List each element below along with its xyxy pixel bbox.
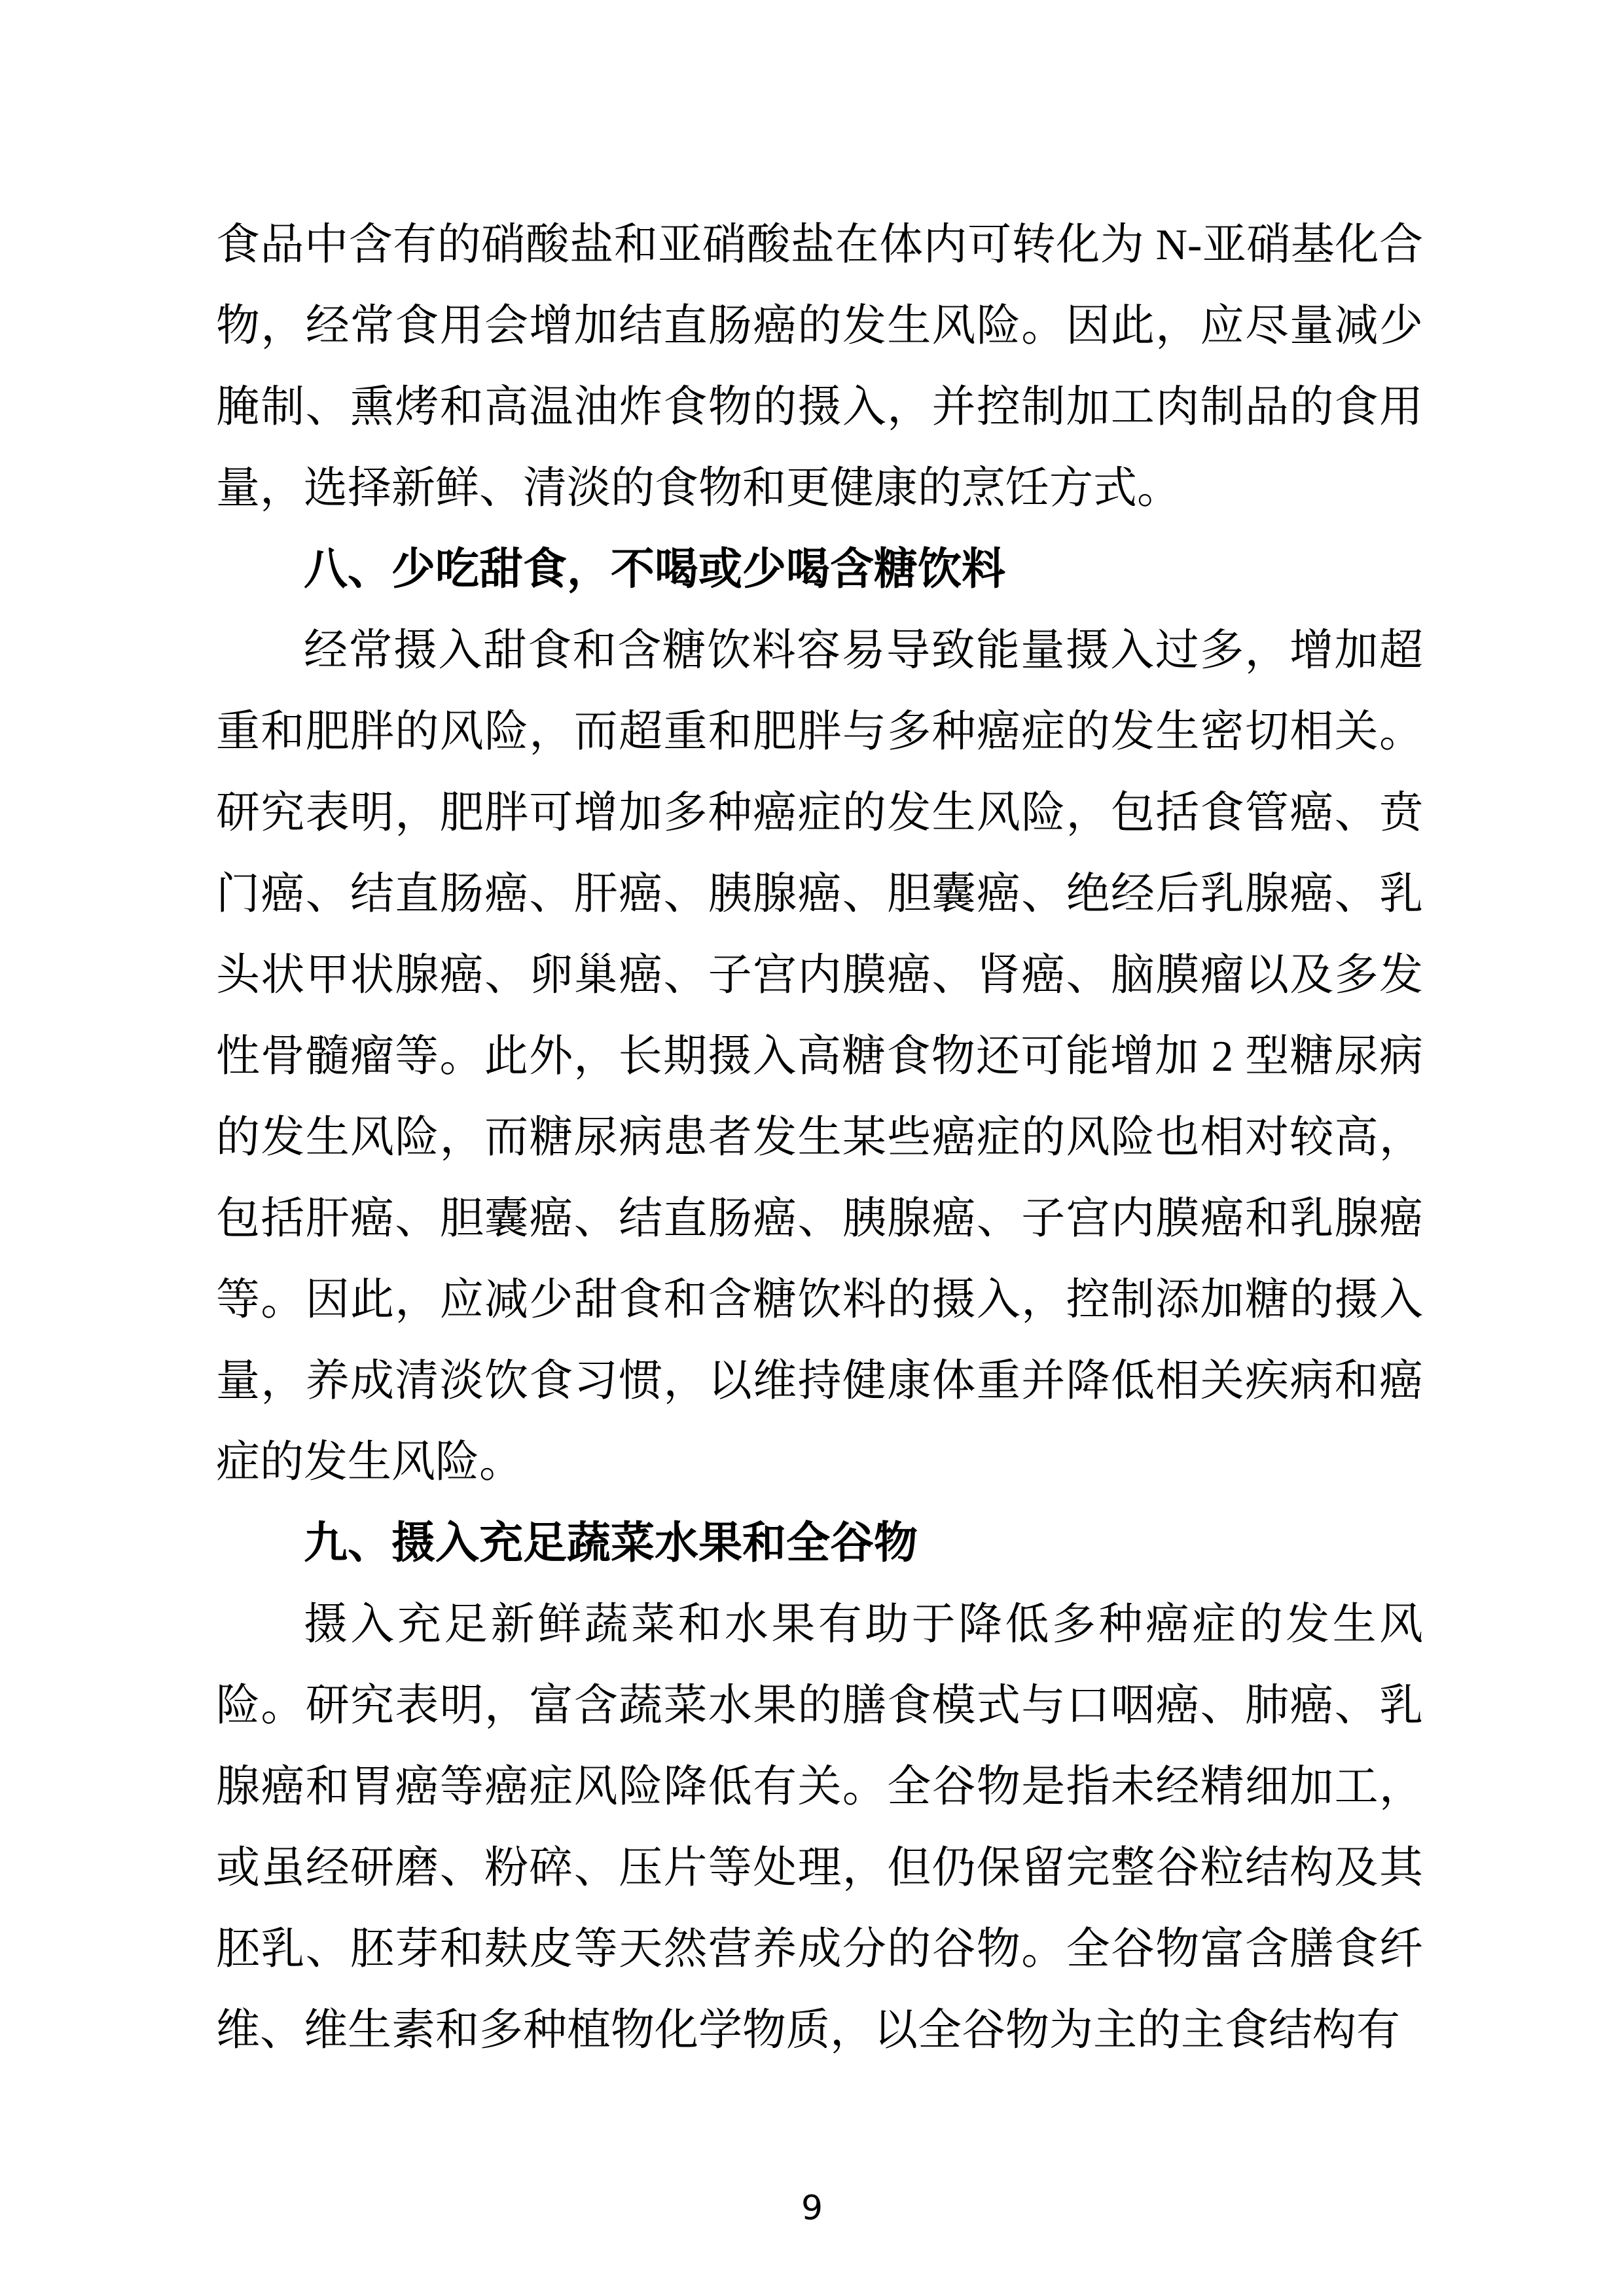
page-number: 9: [801, 2189, 823, 2228]
document-body: [216, 204, 1423, 2071]
paragraph: 食品中含有的硝酸盐和亚硝酸盐在体内可转化为 N-亚硝基化合物，经常食用会增加结直肠癌的发生风险。因此，应尽量减少腌制、熏烤和高温油炸食物的摄入，并控制加工肉制品的食用量，选择新鲜、清淡的食物和更健康的烹饪方式。: [216, 221, 1423, 512]
paragraph: 经常摄入甜食和含糖饮料容易导致能量摄入过多，增加超重和肥胖的风险，而超重和肥胖与多种癌症的发生密切相关。研究表明，肥胖可增加多种癌症的发生风险，包括食管癌、贲门癌、结直肠癌、肝癌、胰腺癌、胆囊癌、绝经后乳腺癌、乳头状甲状腺癌、卵巢癌、子宫内膜癌、肾癌、脑膜瘤以及多发性骨髓瘤等。此外，长期摄入高糖食物还可能增加 2 型糖尿病的发生风险，而糖尿病患者发生某些癌症的风险也相对较高，包括肝癌、胆囊癌、结直肠癌、胰腺癌、子宫内膜癌和乳腺癌等。因此，应减少甜食和含糖饮料的摄入，控制添加糖的摄入量，养成清淡饮食习惯，以维持健康体重并降低相关疾病和癌症的发生风险。: [216, 626, 1423, 1486]
section-heading: 九、摄入充足蔬菜水果和全谷物: [304, 1518, 918, 1568]
paragraph: 摄入充足新鲜蔬菜和水果有助于降低多种癌症的发生风险。研究表明，富含蔬菜水果的膳食模式与口咽癌、肺癌、乳腺癌和胃癌等癌症风险降低有关。全谷物是指未经精细加工，或虽经研磨、粉碎、压片等处理，但仍保留完整谷粒结构及其胚乳、胚芽和麸皮等天然营养成分的谷物。全谷物富含膳食纤维、维生素和多种植物化学物质，以全谷物为主的主食结构有: [216, 1600, 1423, 2054]
section-heading: 八、少吃甜食，不喝或少喝含糖饮料: [304, 545, 1005, 594]
